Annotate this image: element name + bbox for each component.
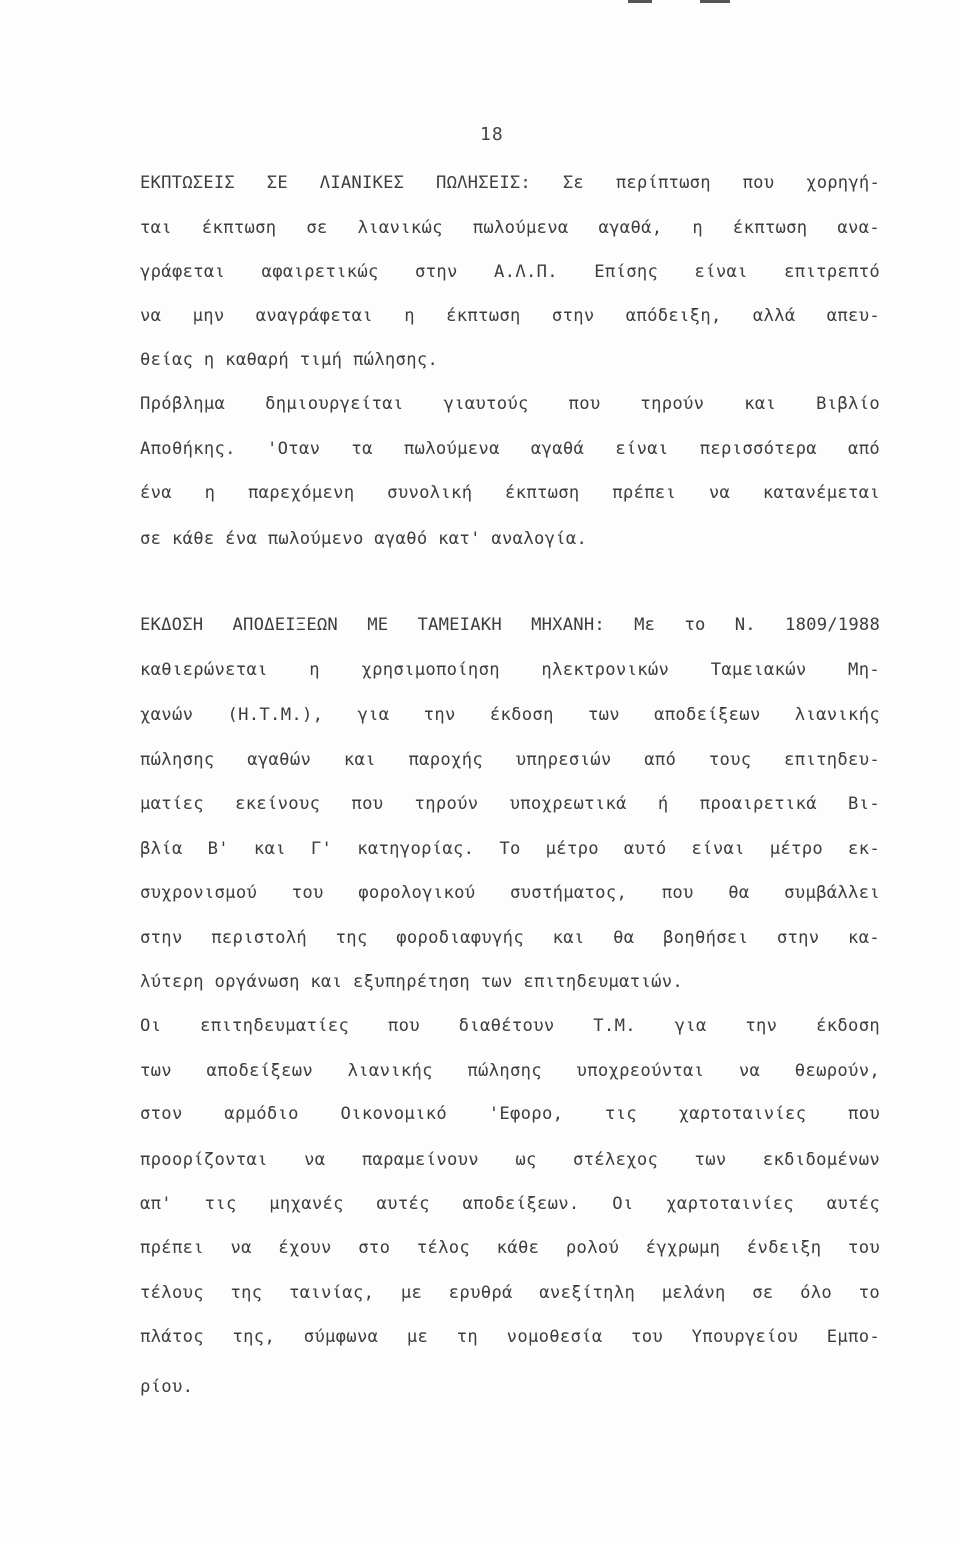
text-line: ΕΚΠΤΩΣΕΙΣ ΣΕ ΛΙΑΝΙΚΕΣ ΠΩΛΗΣΕΙΣ: Σε περίπτωση που χορηγή-	[140, 173, 880, 193]
text-line: τέλους της ταινίας, με ερυθρά ανεξίτηλη μελάνη σε όλο το	[140, 1283, 880, 1303]
text-line: χανών (Η.Τ.Μ.), για την έκδοση των αποδείξεων λιανικής	[140, 705, 880, 725]
text-line: ΕΚΔΟΣΗ ΑΠΟΔΕΙΞΕΩΝ ΜΕ ΤΑΜΕΙΑΚΗ ΜΗΧΑΝΗ: Με το Ν. 1809/1988	[140, 615, 880, 635]
text-line: ένα η παρεχόμενη συνολική έκπτωση πρέπει να κατανέμεται	[140, 483, 880, 503]
text-line: συχρονισμού του φορολογικού συστήματος, που θα συμβάλλει	[140, 883, 880, 903]
text-line: πλάτος της, σύμφωνα με τη νομοθεσία του Υπουργείου Εμπο-	[140, 1327, 880, 1347]
text-line: των αποδείξεων λιανικής πώλησης υποχρεούνται να θεωρούν,	[140, 1061, 880, 1081]
text-line: θείας η καθαρή τιμή πώλησης.	[140, 350, 439, 370]
text-line: λύτερη οργάνωση και εξυπηρέτηση των επιτηδευματιών.	[140, 972, 684, 992]
page-number: 18	[480, 124, 504, 145]
text-line: καθιερώνεται η χρησιμοποίηση ηλεκτρονικών Ταμειακών Μη-	[140, 660, 880, 680]
text-line: γράφεται αφαιρετικώς στην Α.Λ.Π. Επίσης είναι επιτρεπτό	[140, 262, 880, 282]
text-line: στην περιστολή της φοροδιαφυγής και θα βοηθήσει στην κα-	[140, 928, 880, 948]
text-line: πώλησης αγαθών και παροχής υπηρεσιών από τους επιτηδευ-	[140, 750, 880, 770]
text-line: πρέπει να έχουν στο τέλος κάθε ρολού έγχρωμη ένδειξη του	[140, 1238, 880, 1258]
text-line: να μην αναγράφεται η έκπτωση στην απόδειξη, αλλά απευ-	[140, 306, 880, 326]
scan-edge-mark	[628, 0, 652, 3]
text-line: ται έκπτωση σε λιανικώς πωλούμενα αγαθά, η έκπτωση ανα-	[140, 218, 880, 238]
text-line: απ' τις μηχανές αυτές αποδείξεων. Οι χαρτοταινίες αυτές	[140, 1194, 880, 1214]
text-line: ρίου.	[140, 1377, 194, 1397]
text-line: σε κάθε ένα πωλούμενο αγαθό κατ' αναλογία.	[140, 529, 588, 549]
text-line: βλία Β' και Γ' κατηγορίας. Το μέτρο αυτό είναι μέτρο εκ-	[140, 839, 880, 859]
text-line: Οι επιτηδευματίες που διαθέτουν Τ.Μ. για την έκδοση	[140, 1016, 880, 1036]
text-line: Αποθήκης. 'Οταν τα πωλούμενα αγαθά είναι περισσότερα από	[140, 439, 880, 459]
text-line: στον αρμόδιο Οικονομικό 'Εφορο, τις χαρτοταινίες που	[140, 1104, 880, 1124]
text-line: ματίες εκείνους που τηρούν υποχρεωτικά ή προαιρετικά Βι-	[140, 794, 880, 814]
scan-edge-mark	[700, 0, 730, 3]
text-line: Πρόβλημα δημιουργείται γιαυτούς που τηρούν και Βιβλίο	[140, 394, 880, 414]
text-line: προορίζονται να παραμείνουν ως στέλεχος των εκδιδομένων	[140, 1150, 880, 1170]
